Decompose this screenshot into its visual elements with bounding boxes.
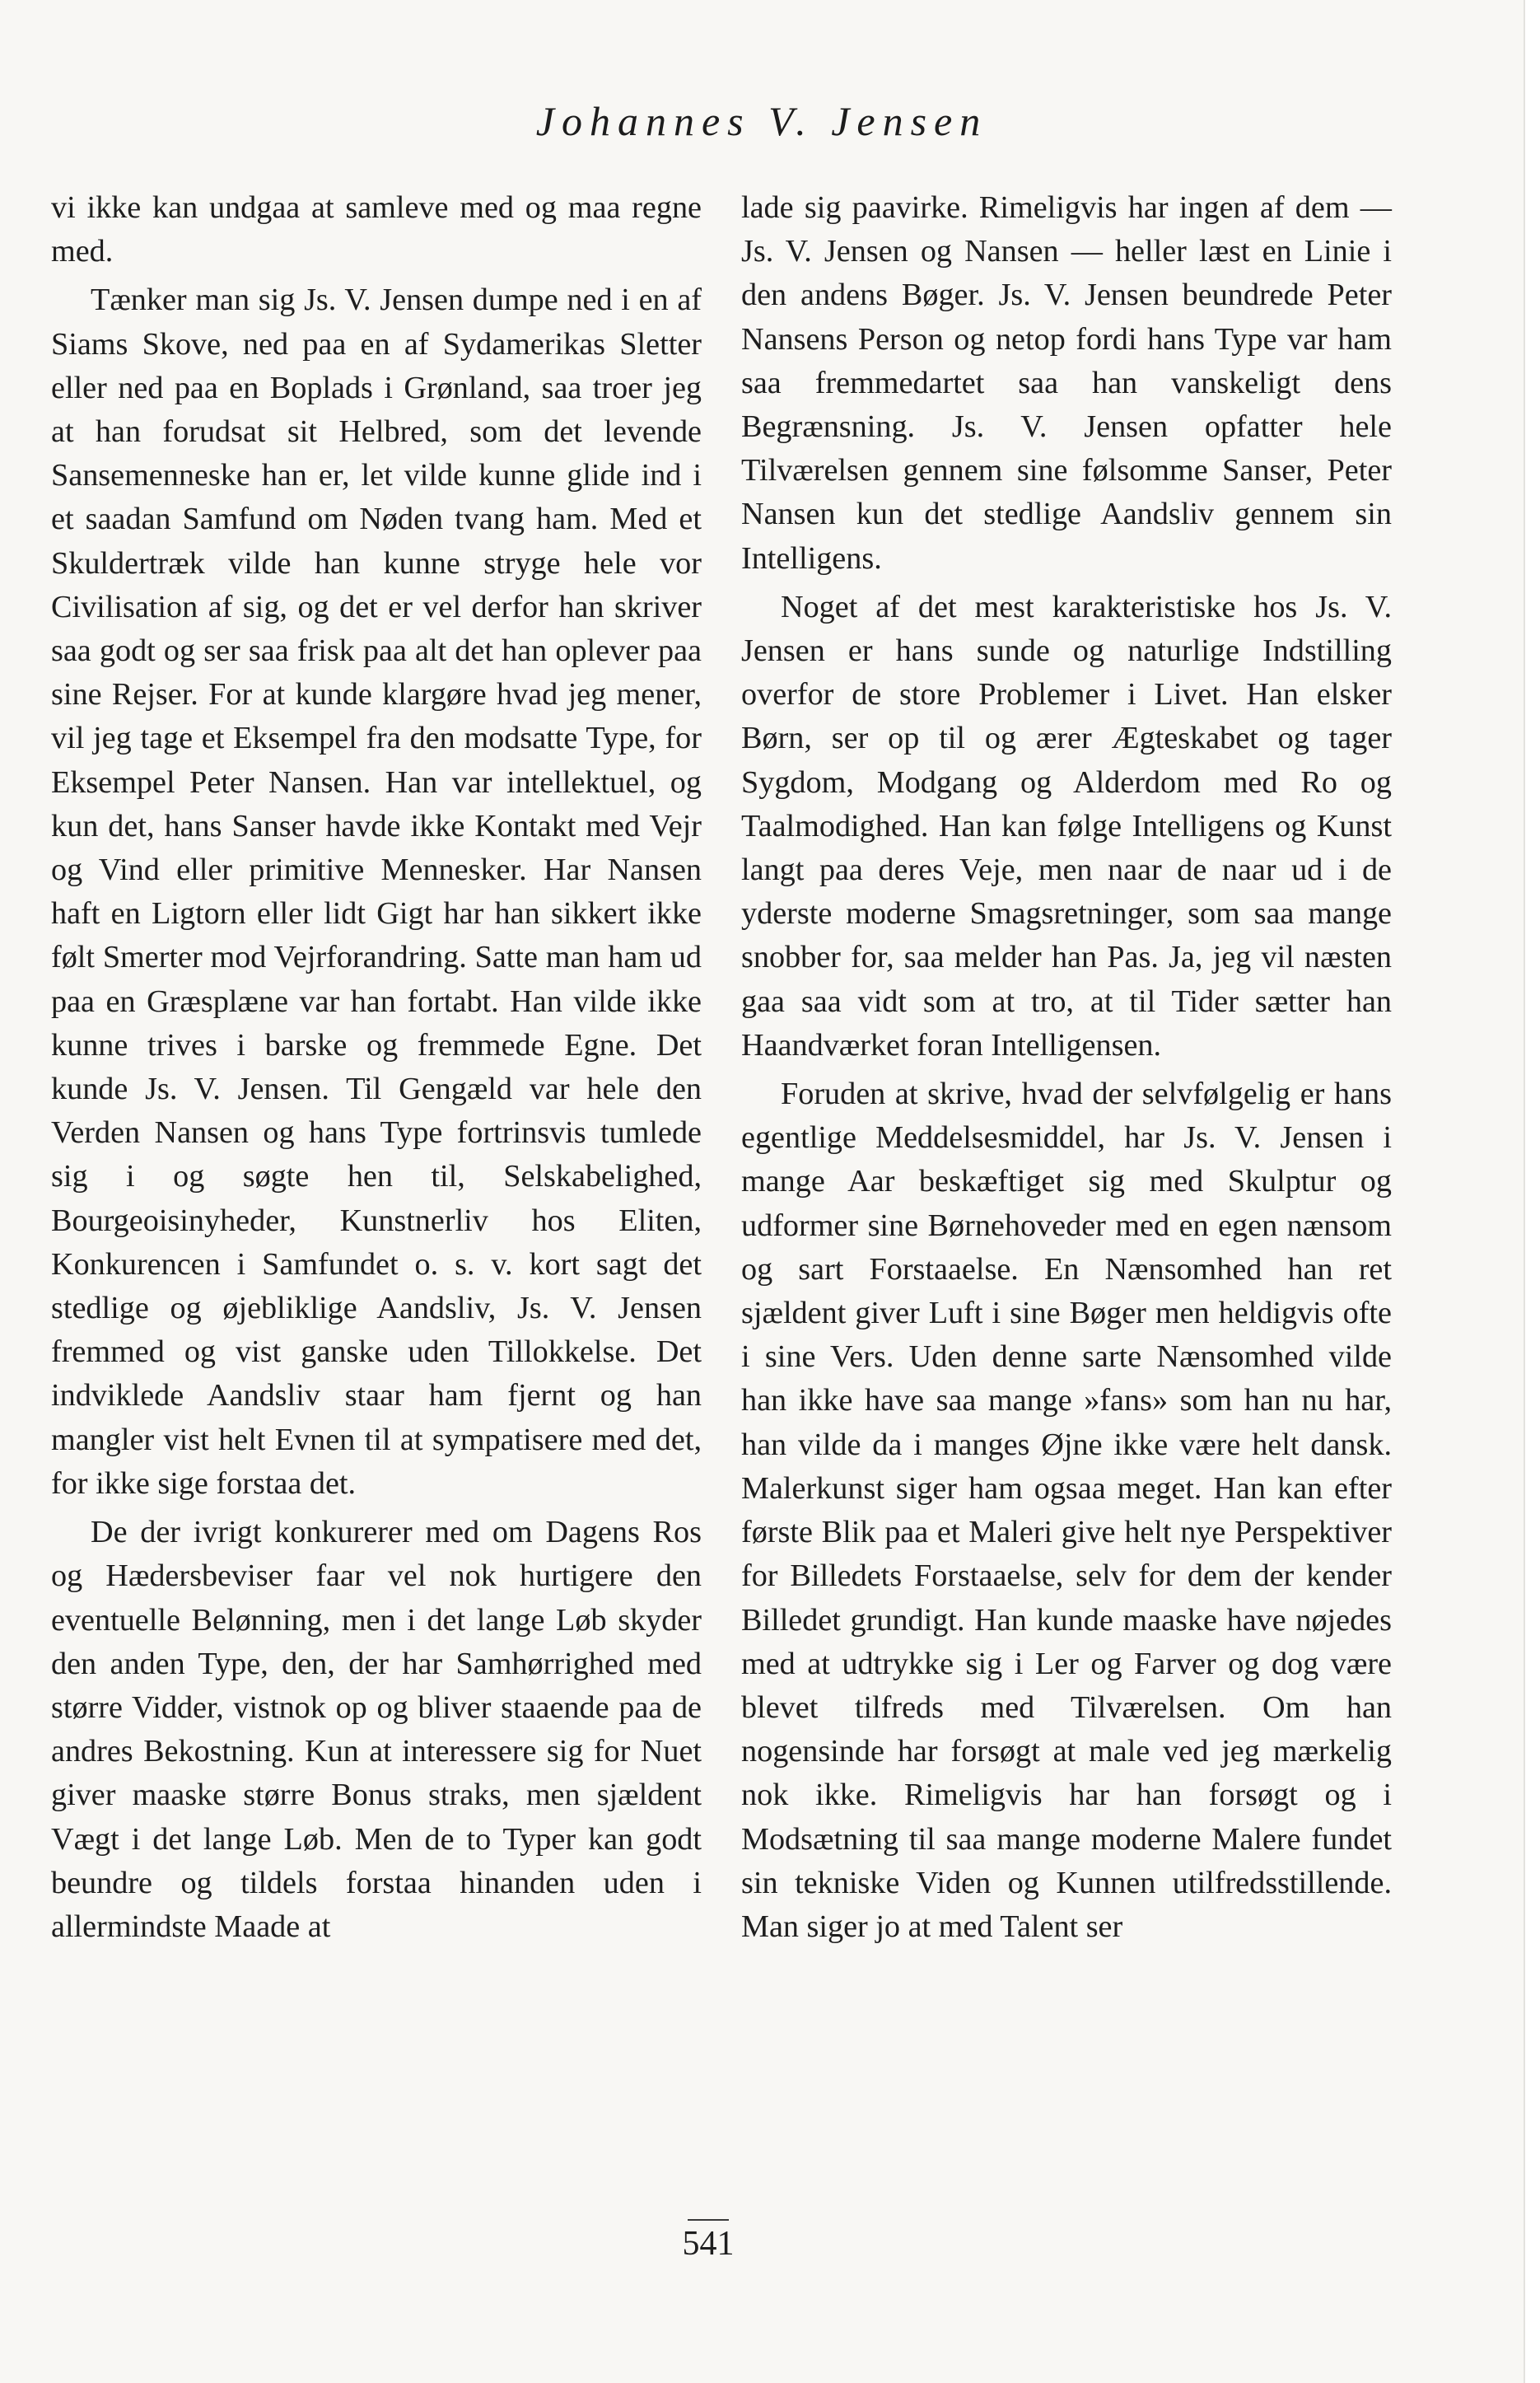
- running-title: Johannes V. Jensen: [535, 98, 988, 144]
- left-column: [51, 186, 702, 1954]
- paragraph: Tænker man sig Js. V. Jensen dumpe ned i en af Siams Skove, ned paa en af Sydamerikas Sletter eller ned paa en Boplads i Grønland, saa troer jeg at han forudsat sit Helbred, som det levende Sansemenneske han er, let vilde kunne glide ind i et saadan Samfund om Nøden tvang ham. Med et Skuldertræk vilde han kunne stryge hele vor Civilisation af sig, og det er vel derfor han skriver saa godt og ser saa frisk paa alt det han oplever paa sine Rejser. For at kunde klargøre hvad jeg mener, vil jeg tage et Eksempel fra den modsatte Type, for Eksempel Peter Nansen. Han var intellektuel, og kun det, hans Sanser havde ikke Kontakt med Vejr og Vind eller primitive Mennesker. Har Nansen haft en Ligtorn eller lidt Gigt har han sikkert ikke følt Smerter mod Vejrforandring. Satte man ham ud paa en Græsplæne var han fortabt. Han vilde ikke kunne trives i barske og fremmede Egne. Det kunde Js. V. Jensen. Til Gengæld var hele den Verden Nansen og hans Type fortrinsvis tumlede sig i og søgte hen til, Selskabelighed, Bourgeoisinyheder, Kunstnerliv hos Eliten, Konkurencen i Samfundet o. s. v. kort sagt det stedlige og øjebliklige Aandsliv, Js. V. Jensen fremmed og vist ganske uden Tillokkelse. Det indviklede Aandsliv staar ham fjernt og han mangler vist helt Evnen til at sympatisere med det, for ikke sige forstaa det.: [51, 283, 702, 1501]
- paragraph: Foruden at skrive, hvad der selvfølgelig er hans egentlige Meddelsesmiddel, har Js. V. Jensen i mange Aar beskæftiget sig med Skulptur og udformer sine Børnehoveder med en egen nænsom og sart Forstaaelse. En Nænsomhed han ret sjældent giver Luft i sine Bøger men heldigvis ofte i sine Vers. Uden denne sarte Nænsomhed vilde han ikke have saa mange »fans» som han nu har, han vilde da i manges Øjne ikke være helt dansk. Malerkunst siger ham ogsaa meget. Han kan efter første Blik paa et Maleri give helt nye Perspektiver for Billedets Forstaaelse, selv for dem der kender Billedet grundigt. Han kunde maaske have nøjedes med at udtrykke sig i Ler og Farver og dog være blevet tilfreds med Tilværelsen. Om han nogensinde har forsøgt at male ved jeg mærkelig nok ikke. Rimeligvis har han forsøgt og i Modsætning til saa mange moderne Malere fundet sin tekniske Viden og Kunnen utilfredsstillende. Man siger jo at med Talent ser: [741, 1077, 1392, 1944]
- paragraph: Noget af det mest karakteristiske hos Js. V. Jensen er hans sunde og naturlige Indstilling overfor de store Problemer i Livet. Han elsker Børn, ser op til og ærer Ægteskabet og tager Sygdom, Modgang og Alderdom med Ro og Taalmodighed. Han kan følge Intelligens og Kunst langt paa deres Veje, men naar de naar ud i de yderste moderne Smagsretninger, som saa mange snobber for, saa melder han Pas. Ja, jeg vil næsten gaa saa vidt som at tro, at til Tider sætter han Haandværket foran Intelligensen.: [741, 589, 1392, 1063]
- paragraph: vi ikke kan undgaa at samleve med og maa regne med.: [51, 190, 702, 269]
- page-number: 541: [682, 2225, 735, 2263]
- paragraph: lade sig paavirke. Rimeligvis har ingen af dem — Js. V. Jensen og Nansen — heller læst en Linie i den andens Bøger. Js. V. Jensen beundrede Peter Nansens Person og netop fordi hans Type var ham saa fremmedartet saa han vanskeligt dens Begrænsning. Js. V. Jensen opfatter hele Tilværelsen gennem sine følsomme Sanser, Peter Nansen kun det stedlige Aandsliv gennem sin Intelligens.: [741, 190, 1392, 576]
- folio-rule: [688, 2219, 729, 2221]
- right-column: [741, 186, 1392, 1954]
- paragraph: De der ivrigt konkurerer med om Dagens Ros og Hædersbeviser faar vel nok hurtigere den eventuelle Belønning, men i det lange Løb skyder den anden Type, den, der har Samhørrighed med større Vidder, vistnok op og bliver staaende paa de andres Bekostning. Kun at interessere sig for Nuet giver maaske større Bonus straks, men sjældent Vægt i det lange Løb. Men de to Typer kan godt beundre og tildels forstaa hinanden uden i allermindste Maade at: [51, 1515, 702, 1944]
